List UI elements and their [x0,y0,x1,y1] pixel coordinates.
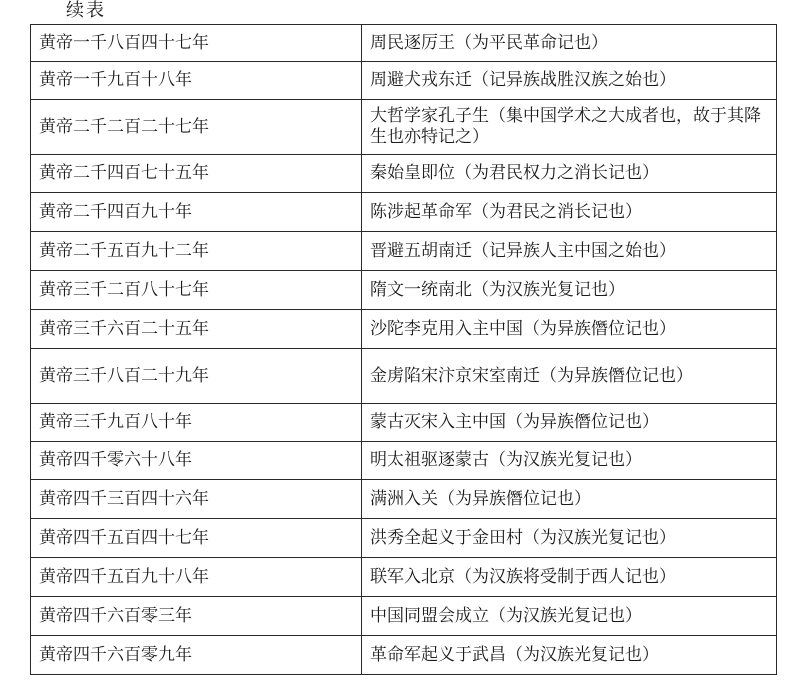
event-cell: 陈涉起革命军（为君民之消长记也） [362,193,777,232]
event-cell: 满洲入关（为异族僭位记也） [362,480,777,519]
event-cell: 洪秀全起义于金田村（为汉族光复记也） [362,519,777,558]
event-cell: 联军入北京（为汉族将受制于西人记也） [362,558,777,597]
table-row [31,25,777,62]
table-row [31,519,777,558]
event-cell: 革命军起义于武昌（为汉族光复记也） [362,636,777,675]
year-cell: 黄帝一千八百四十七年 [31,25,362,62]
year-cell: 黄帝四千零六十八年 [31,442,362,480]
chronology-table [30,24,777,675]
event-cell: 蒙古灭宋入主中国（为异族僭位记也） [362,404,777,442]
event-cell: 中国同盟会成立（为汉族光复记也） [362,597,777,636]
year-cell: 黄帝二千四百七十五年 [31,155,362,193]
table-caption: 续表 [66,0,106,21]
table-row [31,100,777,155]
year-cell: 黄帝三千六百二十五年 [31,310,362,349]
year-cell: 黄帝四千五百四十七年 [31,519,362,558]
table-row [31,193,777,232]
table-row [31,271,777,310]
event-cell: 明太祖驱逐蒙古（为汉族光复记也） [362,442,777,480]
year-cell: 黄帝四千五百九十八年 [31,558,362,597]
year-cell: 黄帝二千二百二十七年 [31,100,362,155]
table-row [31,349,777,404]
event-cell: 晋避五胡南迁（记异族人主中国之始也） [362,232,777,271]
table-row [31,480,777,519]
event-cell: 金虏陷宋汴京宋室南迁（为异族僭位记也） [362,349,777,404]
year-cell: 黄帝四千三百四十六年 [31,480,362,519]
year-cell: 黄帝三千二百八十七年 [31,271,362,310]
event-cell: 周避犬戎东迁（记异族战胜汉族之始也） [362,62,777,100]
table-row [31,310,777,349]
table-row [31,404,777,442]
table-row [31,558,777,597]
table-row [31,62,777,100]
year-cell: 黄帝四千六百零三年 [31,597,362,636]
year-cell: 黄帝一千九百十八年 [31,62,362,100]
year-cell: 黄帝二千五百九十二年 [31,232,362,271]
table-row [31,232,777,271]
year-cell: 黄帝二千四百九十年 [31,193,362,232]
table-row [31,442,777,480]
event-cell: 秦始皇即位（为君民权力之消长记也） [362,155,777,193]
event-cell: 隋文一统南北（为汉族光复记也） [362,271,777,310]
event-cell: 沙陀李克用入主中国（为异族僭位记也） [362,310,777,349]
event-cell: 周民逐厉王（为平民革命记也） [362,25,777,62]
table-row [31,155,777,193]
year-cell: 黄帝三千九百八十年 [31,404,362,442]
year-cell: 黄帝三千八百二十九年 [31,349,362,404]
table-row [31,636,777,675]
year-cell: 黄帝四千六百零九年 [31,636,362,675]
event-cell: 大哲学家孔子生（集中国学术之大成者也，故于其降生也亦特记之） [362,100,777,155]
table-row [31,597,777,636]
